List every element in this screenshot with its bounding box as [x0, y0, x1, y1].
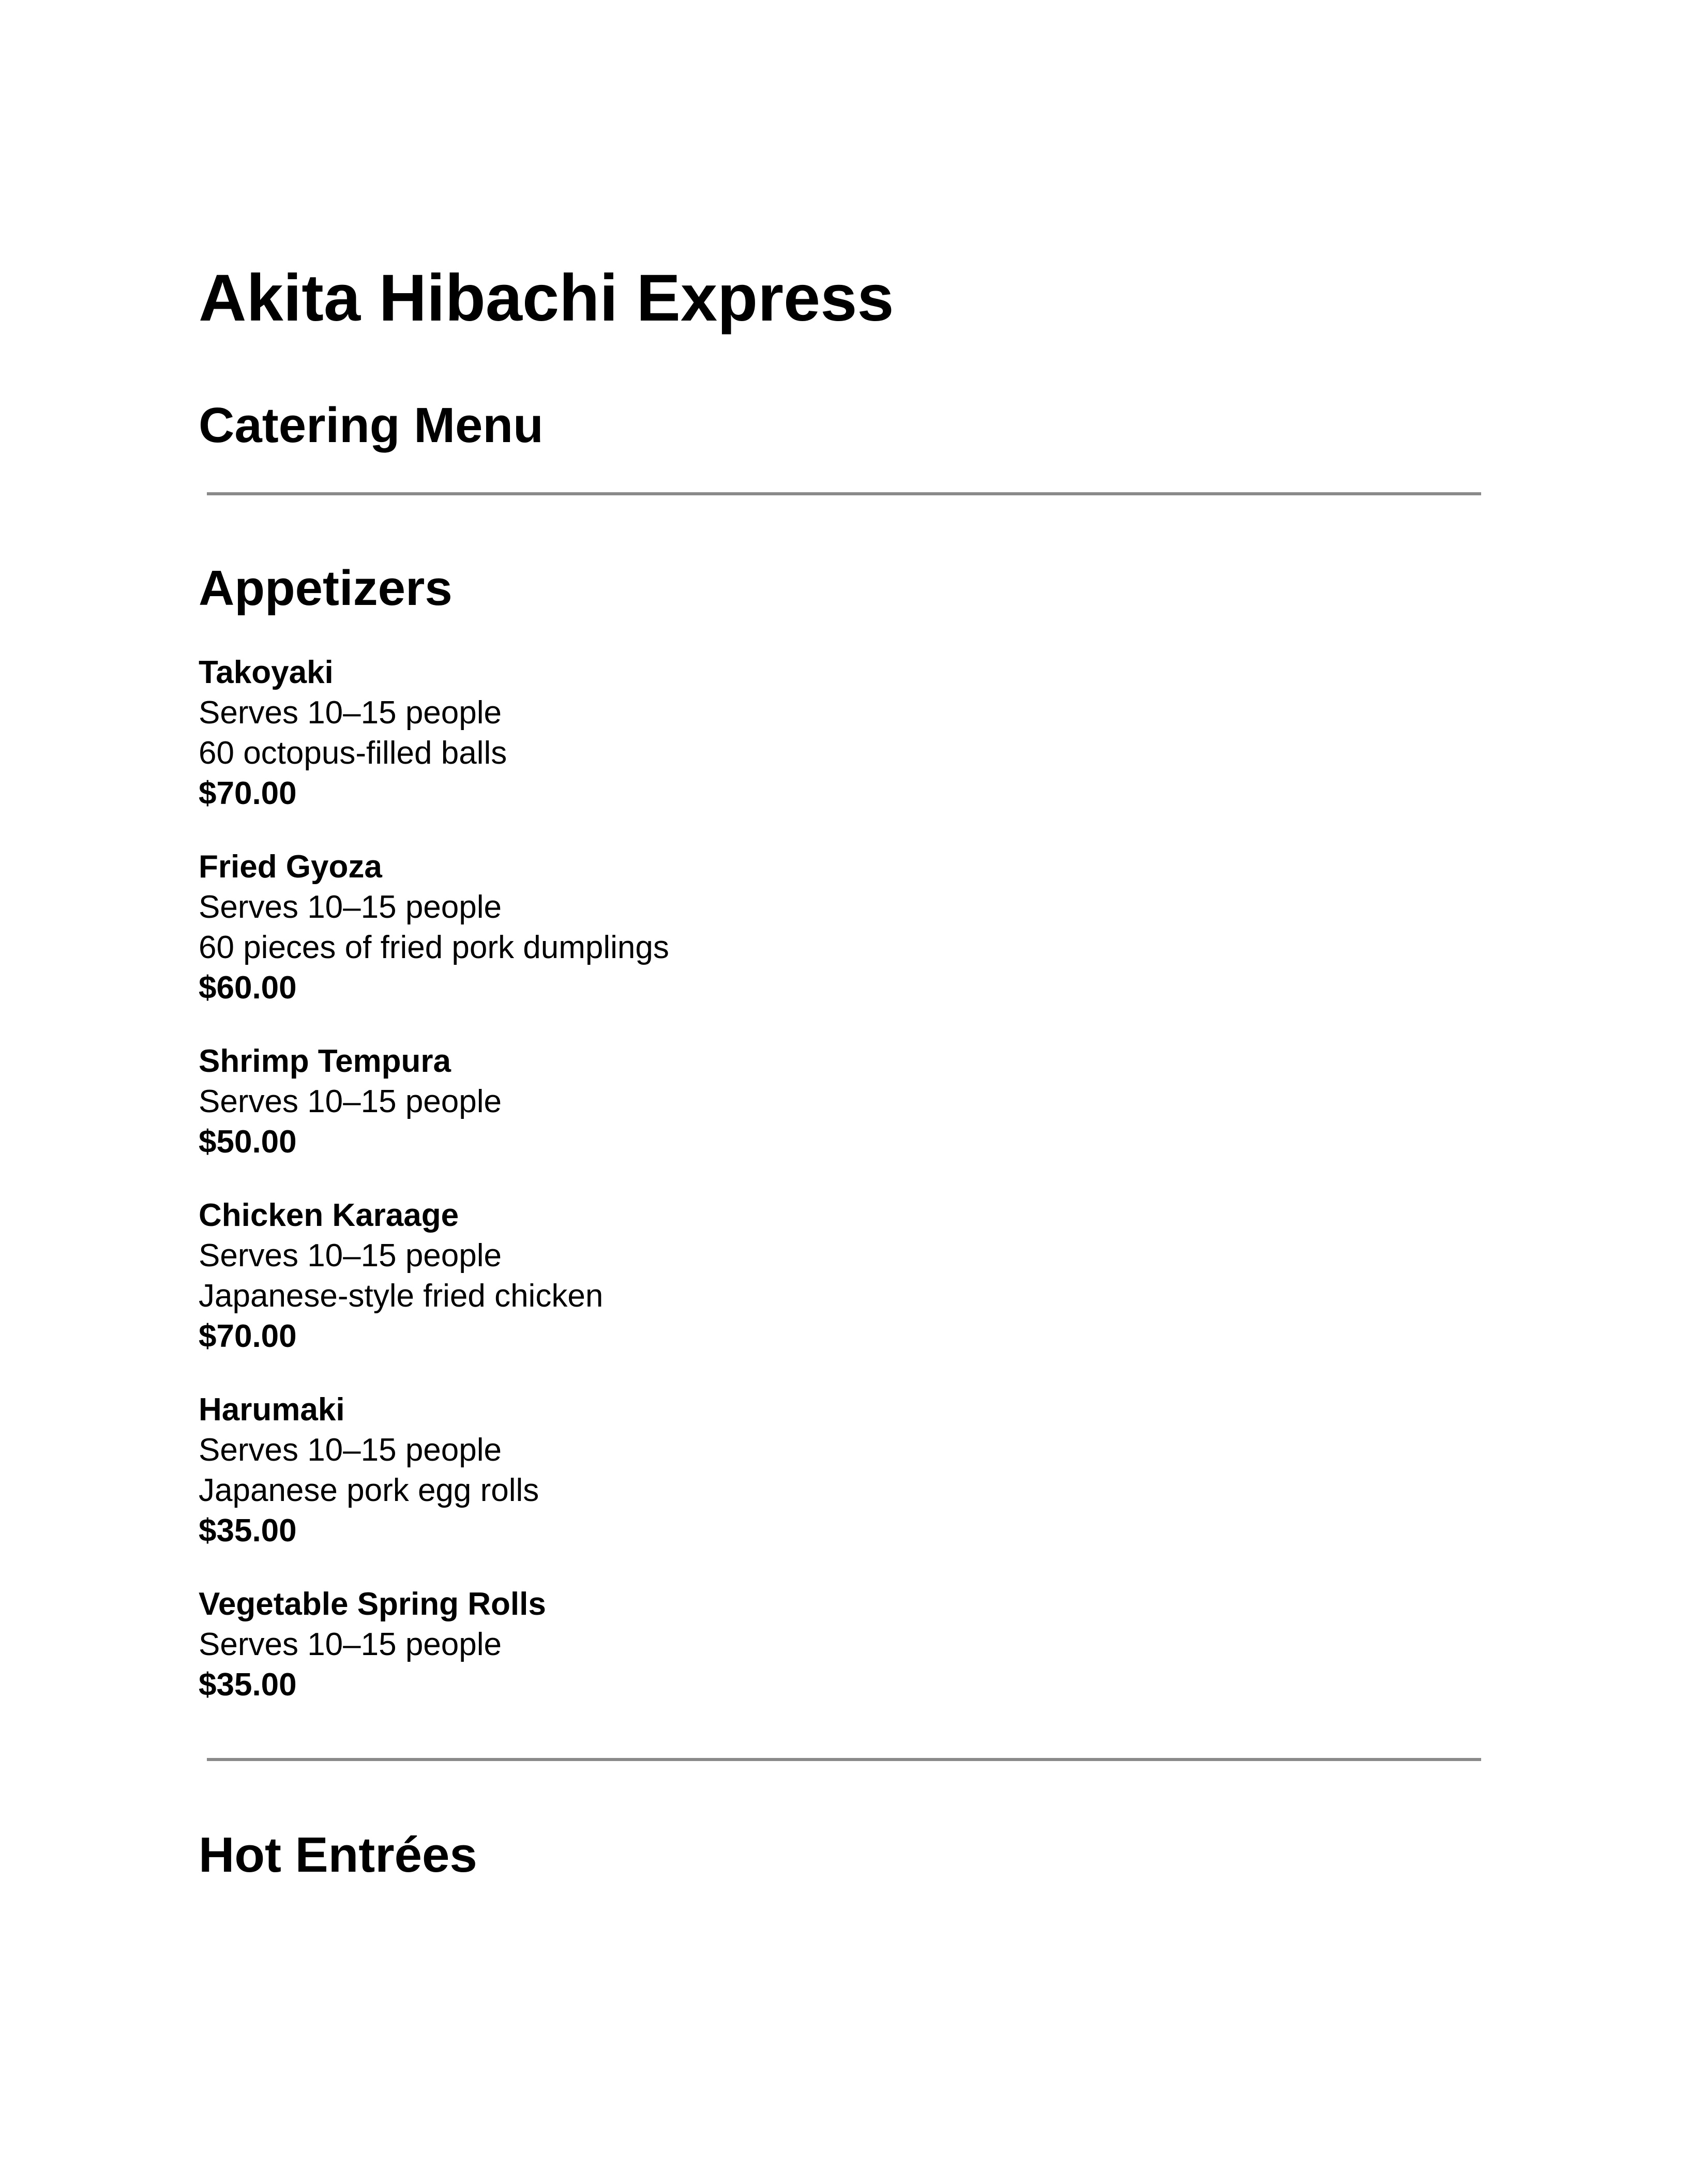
item-serves: Serves 10–15 people: [199, 695, 502, 731]
menu-item-takoyaki: [199, 653, 1481, 814]
item-name: Vegetable Spring Rolls: [199, 1586, 546, 1622]
item-name: Fried Gyoza: [199, 849, 382, 885]
item-serves: Serves 10–15 people: [199, 1084, 502, 1119]
section-divider: [207, 1758, 1481, 1761]
item-price: $35.00: [199, 1667, 297, 1703]
item-price: $60.00: [199, 970, 297, 1006]
item-price: $50.00: [199, 1124, 297, 1160]
menu-item-vegetable-spring-rolls: [199, 1584, 1481, 1705]
menu-item-chicken-karaage: [199, 1195, 1481, 1357]
appetizers-list: [199, 653, 1481, 1738]
section-divider: [207, 492, 1481, 495]
item-name: Chicken Karaage: [199, 1197, 459, 1233]
menu-item-shrimp-tempura: [199, 1041, 1481, 1162]
menu-item-fried-gyoza: [199, 847, 1481, 1008]
item-name: Harumaki: [199, 1392, 345, 1428]
restaurant-title: Akita Hibachi Express: [199, 261, 894, 335]
item-description: 60 pieces of fried pork dumplings: [199, 930, 669, 965]
menu-item-harumaki: [199, 1390, 1481, 1551]
item-name: Shrimp Tempura: [199, 1043, 451, 1079]
item-name: Takoyaki: [199, 655, 334, 690]
item-serves: Serves 10–15 people: [199, 889, 502, 925]
item-serves: Serves 10–15 people: [199, 1627, 502, 1662]
section-heading-appetizers: Appetizers: [199, 560, 453, 616]
item-description: 60 octopus-filled balls: [199, 735, 507, 771]
item-price: $35.00: [199, 1513, 297, 1549]
menu-subtitle: Catering Menu: [199, 398, 544, 453]
item-price: $70.00: [199, 1318, 297, 1354]
item-description: Japanese-style fried chicken: [199, 1278, 604, 1314]
item-serves: Serves 10–15 people: [199, 1238, 502, 1273]
section-heading-hot-entrees: Hot Entrées: [199, 1827, 477, 1883]
item-description: Japanese pork egg rolls: [199, 1473, 539, 1508]
item-serves: Serves 10–15 people: [199, 1432, 502, 1468]
item-price: $70.00: [199, 776, 297, 811]
